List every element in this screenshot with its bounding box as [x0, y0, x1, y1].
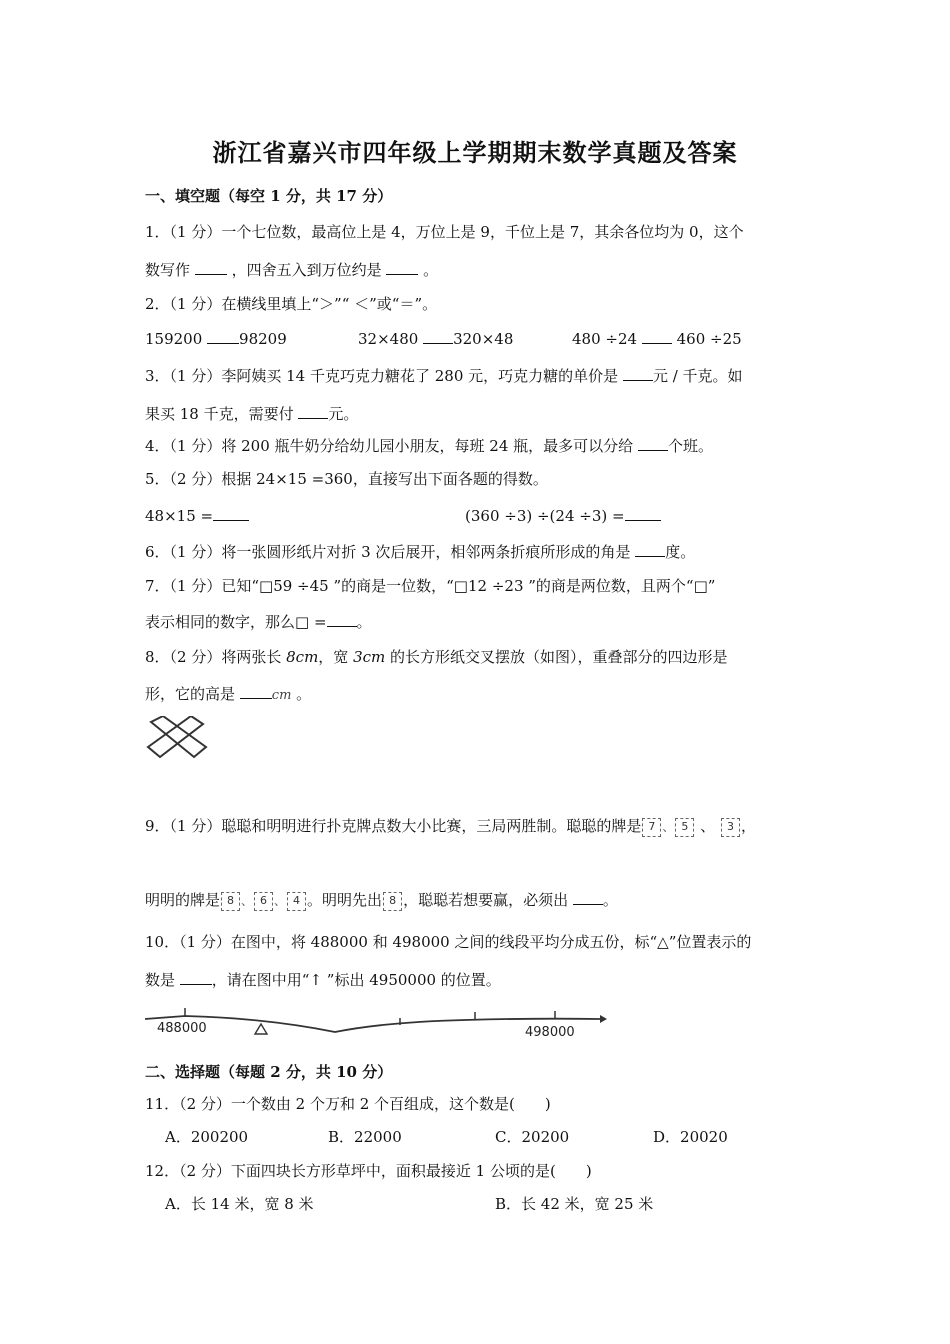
q1-answer-blank-1[interactable]	[195, 260, 227, 275]
q4-text-a: 4．（1 分）将 200 瓶牛奶分给幼儿园小朋友，每班 24 瓶，最多可以分给	[145, 437, 634, 455]
q2-compare-b	[358, 329, 513, 349]
question-5-stem: 5．（2 分）根据 24×15 =360，直接写出下面各题的得数。	[145, 470, 548, 488]
q7-answer-blank[interactable]	[327, 612, 357, 627]
question-7-line-2	[145, 612, 372, 632]
q2-blank-b[interactable]	[423, 329, 453, 344]
q2-blank-a[interactable]	[207, 329, 239, 344]
q9-text-e: 。明明先出	[307, 891, 383, 909]
section-heading-fill-blank: 一、填空题（每空 1 分，共 17 分）	[145, 187, 393, 205]
q12-option-a[interactable]: A．长 14 米，宽 8 米	[165, 1195, 314, 1213]
question-8-line-2	[145, 684, 311, 706]
q9-text-g: 。	[602, 891, 618, 909]
question-3-line-2	[145, 404, 358, 424]
q9-text-c: ，	[740, 817, 756, 835]
question-2-stem: 2．（1 分）在横线里填上“＞”“ ＜”或“＝”。	[145, 295, 438, 313]
card-separator: 、	[274, 894, 287, 908]
q2-compare-c	[572, 329, 742, 349]
q9-answer-blank[interactable]	[573, 890, 603, 905]
q2-blank-c[interactable]	[642, 329, 672, 344]
question-6	[145, 542, 695, 562]
q6-text-b: 度。	[665, 543, 696, 561]
q2-c-left: 480 ÷24	[572, 330, 638, 348]
q9-text-b: 、	[700, 817, 716, 835]
question-3-line-1	[145, 366, 743, 386]
card-8-first: 8	[383, 892, 402, 911]
q3-text-d: 元。	[328, 405, 359, 423]
q10-text-b: ，请在图中用“↑ ”标出 4950000 的位置。	[211, 971, 501, 989]
q8-text-a: 8．（2 分）将两张长	[145, 648, 287, 666]
q3-text-c: 果买 18 千克，需要付	[145, 405, 294, 423]
q2-a-left: 159200	[145, 330, 203, 348]
q2-b-right: 320×48	[453, 330, 514, 348]
q4-text-b: 个班。	[667, 437, 713, 455]
q5-answer-blank-1[interactable]	[213, 506, 249, 521]
q3-answer-blank-2[interactable]	[298, 404, 328, 419]
q4-answer-blank[interactable]	[638, 436, 668, 451]
question-9-line-2	[145, 890, 618, 911]
q5-right-expression: (360 ÷3) ÷(24 ÷3) =	[465, 507, 625, 525]
q5-answer-blank-2[interactable]	[625, 506, 661, 521]
arrow-head	[600, 1015, 607, 1023]
card-separator: 、	[241, 894, 254, 908]
q2-c-right: 460 ÷25	[676, 330, 742, 348]
q10-text-a: 数是	[145, 971, 176, 989]
question-12-stem: 12．（2 分）下面四块长方形草坪中，面积最接近 1 公顷的是( )	[145, 1162, 592, 1180]
question-9-line-1	[145, 816, 756, 837]
q2-a-right: 98209	[239, 330, 287, 348]
rectangle-strip-2	[148, 716, 203, 757]
q3-text-a: 3．（1 分）李阿姨买 14 千克巧克力糖花了 280 元，巧克力糖的单价是	[145, 367, 619, 385]
card-3: 3	[721, 818, 740, 837]
q8-length: 8cm	[286, 648, 319, 666]
number-line-figure	[145, 1002, 610, 1042]
q12-option-b[interactable]: B．长 42 米，宽 25 米	[495, 1195, 654, 1213]
q5-part-1	[145, 506, 249, 526]
question-7-line-1: 7．（1 分）已知“□59 ÷45 ”的商是一位数，“□12 ÷23 ”的商是两位数，且两个“□”	[145, 577, 716, 595]
card-separator: 、	[662, 820, 675, 834]
q10-answer-blank[interactable]	[180, 970, 212, 985]
triangle-marker	[255, 1024, 267, 1034]
card-7: 7	[642, 818, 661, 837]
q2-b-left: 32×480	[358, 330, 419, 348]
question-1-line-2	[145, 260, 438, 280]
q2-compare-a	[145, 329, 287, 349]
question-10-line-2	[145, 970, 501, 990]
card-8: 8	[221, 892, 240, 911]
card-4: 4	[287, 892, 306, 911]
question-1-line-1: 1．（1 分）一个七位数，最高位上是 4，万位上是 9，千位上是 7，其余各位均为 0，这个	[145, 223, 744, 241]
rectangle-strip-1	[151, 716, 206, 757]
q6-answer-blank[interactable]	[635, 542, 665, 557]
q11-option-d[interactable]: D．20020	[653, 1128, 728, 1146]
q8-unit: cm	[271, 688, 292, 703]
question-8-line-1	[145, 647, 728, 667]
q3-answer-blank-1[interactable]	[623, 366, 653, 381]
q8-text-e: 。	[291, 685, 312, 703]
card-5: 5	[675, 818, 694, 837]
question-4	[145, 436, 713, 456]
card-6: 6	[254, 892, 273, 911]
label-488000: 488000	[157, 1021, 207, 1036]
q8-text-c: 的长方形纸交叉摆放（如图），重叠部分的四边形是	[385, 648, 728, 666]
q7-text-a: 表示相同的数字，那么□ =	[145, 613, 327, 631]
q8-width: 3cm	[353, 648, 386, 666]
q5-left-expression: 48×15 =	[145, 507, 214, 525]
label-498000: 498000	[525, 1025, 575, 1040]
question-10-line-1: 10．（1 分）在图中，将 488000 和 498000 之间的线段平均分成五份，标“△”位置表示的	[145, 933, 752, 951]
q8-text-d: 形，它的高是	[145, 685, 236, 703]
q11-option-c[interactable]: C．20200	[495, 1128, 570, 1146]
q11-option-a[interactable]: A．200200	[165, 1128, 249, 1146]
q1-text-c: 。	[423, 261, 439, 279]
q1-text-a: 数写作	[145, 261, 191, 279]
q11-option-b[interactable]: B．22000	[328, 1128, 402, 1146]
q6-text-a: 6．（1 分）将一张圆形纸片对折 3 次后展开，相邻两条折痕所形成的角是	[145, 543, 631, 561]
q8-text-b: ，宽	[318, 648, 354, 666]
page-title: 浙江省嘉兴市四年级上学期期末数学真题及答案	[212, 138, 738, 167]
q9-text-d: 明明的牌是	[145, 891, 221, 909]
q7-text-b: 。	[356, 613, 372, 631]
q1-answer-blank-2[interactable]	[386, 260, 418, 275]
crossed-rectangles-figure	[145, 716, 210, 764]
q9-text-f: ，聪聪若想要赢，必须出	[403, 891, 569, 909]
q5-part-2	[465, 506, 661, 526]
q9-text-a: 9．（1 分）聪聪和明明进行扑克牌点数大小比赛，三局两胜制。聪聪的牌是	[145, 817, 642, 835]
section-heading-choice: 二、选择题（每题 2 分，共 10 分）	[145, 1063, 393, 1081]
q1-text-b: ，四舍五入到万位约是	[231, 261, 382, 279]
q8-answer-blank[interactable]	[240, 684, 272, 699]
question-11-stem: 11．（2 分）一个数由 2 个万和 2 个百组成，这个数是( )	[145, 1095, 551, 1113]
q3-text-b: 元 / 千克。如	[652, 367, 743, 385]
